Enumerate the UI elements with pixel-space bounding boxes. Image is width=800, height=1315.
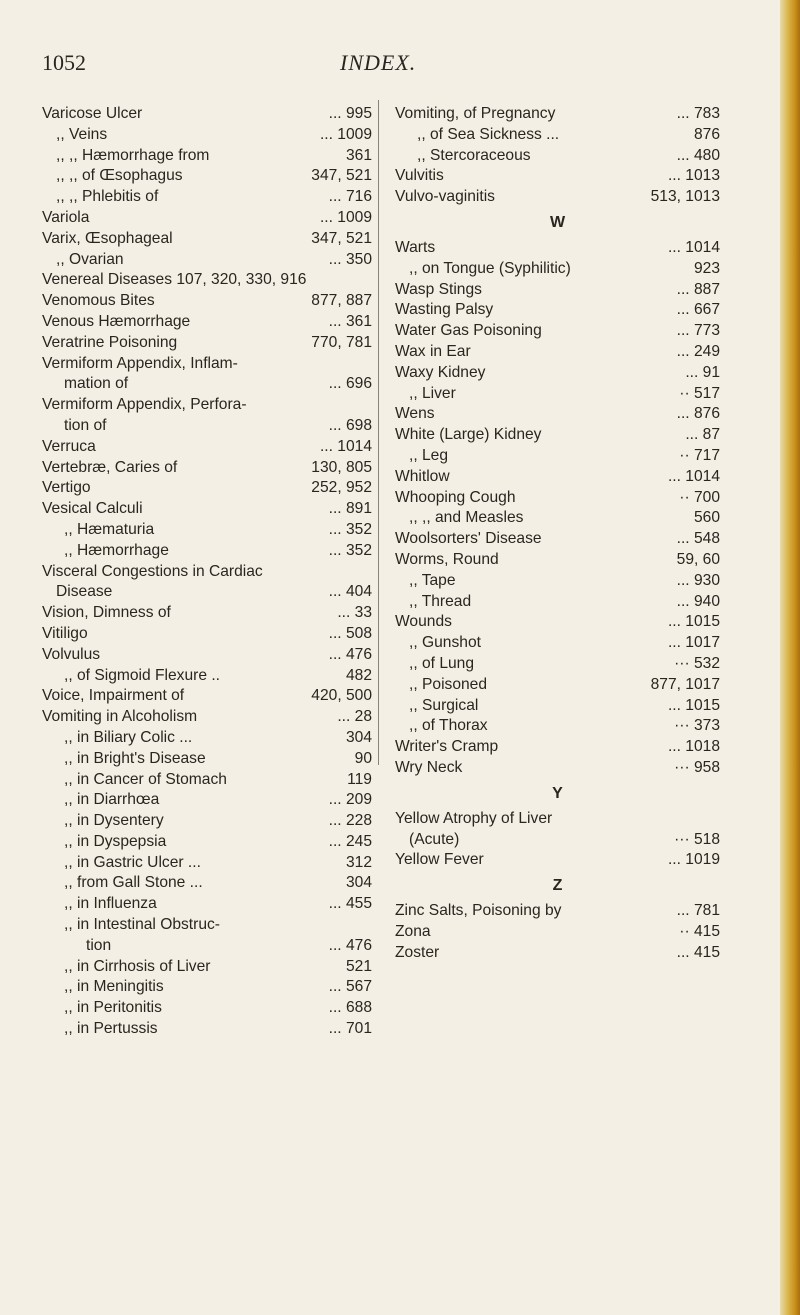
index-entry — [395, 675, 720, 696]
index-entry — [395, 404, 720, 425]
index-entry — [395, 571, 720, 592]
index-entry — [42, 478, 372, 499]
index-entry — [395, 850, 720, 871]
entry-term: Zoster — [395, 943, 440, 961]
index-entry — [395, 633, 720, 654]
index-entry — [395, 612, 720, 633]
entry-term: ,, in Bright's Disease — [64, 749, 206, 767]
entry-pages: 877, 887 — [311, 292, 372, 310]
entry-pages: ... 1017 — [667, 634, 720, 652]
entry-term: Volvulus — [42, 645, 101, 663]
entry-term: ,, of Lung — [409, 654, 475, 672]
entry-pages: ... 28 — [337, 708, 372, 726]
entry-term: ,, Liver — [409, 384, 456, 402]
entry-pages: ... 876 — [676, 405, 720, 423]
entry-term: Vertigo — [42, 479, 91, 497]
index-entry — [42, 166, 372, 187]
entry-term: mation of — [64, 375, 129, 393]
index-entry — [395, 146, 720, 167]
entry-term: ,, ,, Hæmorrhage from — [56, 146, 210, 164]
entry-pages: ··· 373 — [674, 717, 720, 735]
entry-term: ,, in Pertussis — [64, 1020, 158, 1038]
entry-term: ,, Tape — [409, 571, 456, 589]
entry-term: Wounds — [395, 613, 452, 631]
index-entry — [42, 749, 372, 770]
entry-term: (Acute) — [409, 830, 460, 848]
entry-term: Whitlow — [395, 467, 450, 485]
entry-pages: ·· 717 — [679, 446, 720, 464]
index-entry — [42, 603, 372, 624]
entry-pages: ... 361 — [328, 312, 372, 330]
entry-term: Vulvitis — [395, 167, 444, 185]
index-entry — [42, 707, 372, 728]
entry-term: Voice, Impairment of — [42, 687, 185, 705]
entry-pages: ... 91 — [685, 363, 720, 381]
index-entry — [395, 187, 720, 208]
index-entry — [42, 416, 372, 437]
index-entry — [42, 437, 372, 458]
index-column-left — [42, 104, 372, 1040]
entry-term: Vision, Dimness of — [42, 604, 171, 622]
entry-pages: 347, 521 — [311, 167, 372, 185]
entry-term: ,, Hæmorrhage — [64, 541, 169, 559]
entry-pages: 923 — [693, 259, 720, 277]
entry-pages: ··· 518 — [674, 830, 720, 848]
index-entry — [395, 321, 720, 342]
entry-term: Wasting Palsy — [395, 301, 494, 319]
index-entry — [42, 915, 372, 936]
entry-pages: ... 773 — [676, 322, 720, 340]
entry-term: ,, ,, and Measles — [409, 509, 524, 527]
entry-term: ,, in Gastric Ulcer ... — [64, 853, 201, 871]
entry-term: Vertebræ, Caries of — [42, 458, 178, 476]
index-entry — [395, 238, 720, 259]
index-entry — [395, 259, 720, 280]
entry-pages: ... 698 — [328, 416, 372, 434]
index-column-right — [395, 104, 720, 963]
entry-term: ,, ,, Phlebitis of — [56, 188, 159, 206]
entry-pages: ... 696 — [328, 375, 372, 393]
index-entry — [42, 1019, 372, 1040]
index-entry — [42, 832, 372, 853]
entry-term: Whooping Cough — [395, 488, 516, 506]
entry-term: ,, in Dysentery — [64, 812, 164, 830]
entry-pages: 252, 952 — [311, 479, 372, 497]
entry-term: ,, Hæmaturia — [64, 520, 155, 538]
index-entry — [42, 645, 372, 666]
page-edge — [780, 0, 800, 1315]
entry-pages: 770, 781 — [311, 333, 372, 351]
entry-term: Vermiform Appendix, Perfora- — [42, 396, 247, 414]
index-entry — [395, 384, 720, 405]
entry-term: ,, ,, of Œsophagus — [56, 167, 183, 185]
index-entry — [395, 758, 720, 779]
entry-pages: 119 — [347, 770, 372, 788]
entry-pages: ... 1015 — [667, 696, 720, 714]
index-entry — [42, 146, 372, 167]
index-entry — [42, 458, 372, 479]
entry-pages: ... 887 — [676, 280, 720, 298]
entry-term: ,, in Cirrhosis of Liver — [64, 957, 211, 975]
entry-term: Wax in Ear — [395, 342, 471, 360]
entry-pages: ... 476 — [328, 645, 372, 663]
entry-pages: ... 995 — [328, 105, 372, 122]
entry-term: tion — [86, 936, 112, 954]
entry-term: ,, in Biliary Colic ... — [64, 728, 193, 746]
index-entry — [395, 104, 720, 125]
index-entry — [42, 395, 372, 416]
entry-pages: ... 940 — [676, 592, 720, 610]
entry-pages: ... 1013 — [667, 167, 720, 185]
entry-term: Venomous Bites — [42, 292, 155, 310]
entry-term: ,, in Cancer of Stomach — [64, 770, 227, 788]
entry-term: ,, Thread — [409, 592, 472, 610]
index-entry — [395, 508, 720, 529]
index-entry — [42, 312, 372, 333]
index-entry — [42, 208, 372, 229]
index-entry — [42, 250, 372, 271]
entry-term: ,, Leg — [409, 446, 449, 464]
entry-pages: 59, 60 — [676, 550, 720, 568]
entry-pages: ··· 958 — [674, 758, 720, 776]
entry-term: Vesical Calculi — [42, 500, 143, 518]
index-entry — [42, 873, 372, 894]
entry-term: ,, Poisoned — [409, 675, 488, 693]
entry-term: Variola — [42, 208, 90, 226]
entry-pages: ... 891 — [328, 500, 372, 518]
entry-pages: ... 667 — [676, 301, 720, 319]
page-number: 1052 — [42, 50, 86, 75]
entry-pages: ... 33 — [337, 604, 372, 622]
index-entry — [395, 922, 720, 943]
index-entry — [42, 728, 372, 749]
entry-pages: ... 548 — [676, 530, 720, 548]
column-divider — [378, 100, 379, 765]
index-entry — [42, 790, 372, 811]
entry-pages: 90 — [354, 749, 372, 767]
entry-pages: ... 701 — [328, 1020, 372, 1038]
entry-term: ,, in Meningitis — [64, 978, 164, 996]
index-entry — [395, 550, 720, 571]
entry-term: Wens — [395, 405, 435, 423]
index-entry — [395, 300, 720, 321]
entry-pages: ... 1009 — [319, 208, 372, 226]
index-entry — [42, 853, 372, 874]
index-entry — [395, 166, 720, 187]
entry-pages: ... 245 — [328, 832, 372, 850]
index-entry — [42, 957, 372, 978]
entry-pages: ... 1014 — [319, 437, 372, 455]
entry-pages: ... 783 — [676, 105, 720, 122]
index-entry — [42, 187, 372, 208]
entry-term: ,, of Thorax — [409, 717, 488, 735]
entry-term: Yellow Atrophy of Liver — [395, 809, 553, 827]
section-letter: Y — [552, 784, 563, 802]
entry-pages: ... 352 — [328, 520, 372, 538]
index-entry — [42, 291, 372, 312]
entry-pages: ... 476 — [328, 936, 372, 954]
index-entry — [395, 125, 720, 146]
index-entry — [395, 737, 720, 758]
index-entry — [42, 125, 372, 146]
entry-term: ,, in Peritonitis — [64, 999, 162, 1017]
entry-pages: 521 — [345, 957, 372, 975]
entry-term: Varicose Ulcer — [42, 105, 143, 122]
entry-term: Woolsorters' Disease — [395, 530, 542, 548]
entry-term: Vomiting, of Pregnancy — [395, 105, 556, 122]
entry-term: ,, in Intestinal Obstruc- — [64, 916, 220, 934]
entry-term: ,, of Sigmoid Flexure .. — [64, 666, 220, 684]
index-entry — [42, 354, 372, 375]
index-entry — [395, 696, 720, 717]
entry-term: Water Gas Poisoning — [395, 322, 542, 340]
entry-term: ,, on Tongue (Syphilitic) — [409, 259, 571, 277]
entry-term: Vitiligo — [42, 624, 88, 642]
entry-pages: 420, 500 — [311, 687, 372, 705]
index-entry — [395, 716, 720, 737]
entry-term: Veratrine Poisoning — [42, 333, 178, 351]
running-head: INDEX. — [340, 50, 417, 75]
index-entry — [42, 624, 372, 645]
index-entry — [42, 894, 372, 915]
entry-term: ,, Stercoraceous — [417, 146, 531, 164]
entry-pages: ... 567 — [328, 978, 372, 996]
entry-pages: ... 209 — [328, 791, 372, 809]
entry-term: Verruca — [42, 437, 96, 455]
entry-term: ,, in Diarrhœa — [64, 791, 160, 809]
entry-pages: 304 — [345, 728, 372, 746]
entry-pages: 312 — [345, 853, 372, 871]
entry-pages: ... 508 — [328, 624, 372, 642]
index-entry — [395, 342, 720, 363]
index-entry — [395, 901, 720, 922]
entry-term: Writer's Cramp — [395, 738, 499, 756]
entry-term: Venereal Diseases 107, 320, 330, 916 — [42, 271, 307, 289]
index-entry — [42, 666, 372, 687]
index-entry — [395, 592, 720, 613]
entry-pages: ... 350 — [328, 250, 372, 268]
entry-pages: ... 352 — [328, 541, 372, 559]
index-entry — [42, 541, 372, 562]
section-letter: W — [549, 213, 566, 231]
entry-term: ,, Veins — [56, 125, 108, 143]
entry-term: Wasp Stings — [395, 280, 482, 298]
index-entry — [395, 830, 720, 851]
entry-pages: ·· 517 — [679, 384, 720, 402]
entry-pages: 304 — [345, 874, 372, 892]
index-entry — [42, 270, 372, 291]
entry-term: Vermiform Appendix, Inflam- — [42, 354, 238, 372]
entry-term: Yellow Fever — [395, 851, 484, 869]
index-entry — [42, 229, 372, 250]
entry-term: Vulvo-vaginitis — [395, 188, 495, 206]
entry-term: ,, in Influenza — [64, 895, 157, 913]
index-entry — [395, 363, 720, 384]
entry-pages: 361 — [345, 146, 372, 164]
entry-term: ,, Ovarian — [56, 250, 124, 268]
entry-term: Varix, Œsophageal — [42, 229, 173, 247]
entry-pages: ... 404 — [328, 583, 372, 601]
entry-pages: 876 — [693, 125, 720, 143]
entry-term: ,, Surgical — [409, 696, 479, 714]
entry-pages: 347, 521 — [311, 229, 372, 247]
entry-term: Worms, Round — [395, 550, 499, 568]
entry-pages: ··· 532 — [674, 654, 720, 672]
entry-pages: ... 1014 — [667, 467, 720, 485]
entry-term: Waxy Kidney — [395, 363, 486, 381]
entry-term: Zona — [395, 922, 431, 940]
entry-term: Disease — [56, 583, 113, 601]
entry-term: Venous Hæmorrhage — [42, 312, 191, 330]
index-entry — [395, 654, 720, 675]
entry-pages: ... 1009 — [319, 125, 372, 143]
entry-pages: ... 480 — [676, 146, 720, 164]
index-entry — [42, 582, 372, 603]
entry-pages: 130, 805 — [311, 458, 372, 476]
entry-pages: 560 — [693, 509, 720, 527]
index-entry — [42, 374, 372, 395]
index-entry — [395, 446, 720, 467]
entry-pages: ·· 415 — [679, 922, 720, 940]
entry-pages: ·· 700 — [679, 488, 720, 506]
entry-pages: 482 — [345, 666, 372, 684]
entry-pages: ... 228 — [328, 812, 372, 830]
entry-pages: ... 930 — [676, 571, 720, 589]
entry-term: White (Large) Kidney — [395, 426, 542, 444]
entry-term: Warts — [395, 238, 436, 256]
index-entry — [42, 811, 372, 832]
index-entry — [395, 467, 720, 488]
entry-pages: ... 1019 — [667, 851, 720, 869]
index-entry — [42, 770, 372, 791]
index-entry — [42, 104, 372, 125]
entry-pages: ... 688 — [328, 999, 372, 1017]
entry-term: ,, Gunshot — [409, 634, 481, 652]
entry-term: ,, in Dyspepsia — [64, 832, 167, 850]
entry-pages: ... 87 — [685, 426, 720, 444]
entry-pages: ... 1014 — [667, 238, 720, 256]
entry-term: tion of — [64, 416, 107, 434]
entry-term: Wry Neck — [395, 758, 463, 776]
entry-pages: ... 716 — [328, 188, 372, 206]
entry-pages: 513, 1013 — [650, 188, 720, 206]
entry-term: ,, of Sea Sickness ... — [417, 125, 560, 143]
index-entry — [42, 936, 372, 957]
index-entry — [42, 333, 372, 354]
index-entry — [395, 280, 720, 301]
index-entry — [395, 809, 720, 830]
entry-pages: ... 249 — [676, 342, 720, 360]
index-entry — [395, 529, 720, 550]
entry-term: Vomiting in Alcoholism — [42, 708, 198, 726]
section-letter: Z — [552, 877, 563, 895]
entry-pages: ... 781 — [676, 902, 720, 920]
index-entry — [42, 520, 372, 541]
index-entry — [395, 943, 720, 964]
entry-term: Zinc Salts, Poisoning by — [395, 902, 562, 920]
index-entry — [42, 562, 372, 583]
index-entry — [42, 998, 372, 1019]
entry-pages: ... 455 — [328, 895, 372, 913]
index-entry — [42, 499, 372, 520]
index-entry — [42, 977, 372, 998]
index-entry — [395, 488, 720, 509]
index-entry — [42, 686, 372, 707]
entry-pages: 877, 1017 — [650, 675, 720, 693]
entry-pages: ... 1015 — [667, 613, 720, 631]
entry-pages: ... 415 — [676, 943, 720, 961]
entry-pages: ... 1018 — [667, 738, 720, 756]
entry-term: Visceral Congestions in Cardiac — [42, 562, 263, 580]
entry-term: ,, from Gall Stone ... — [64, 874, 203, 892]
index-entry — [395, 425, 720, 446]
